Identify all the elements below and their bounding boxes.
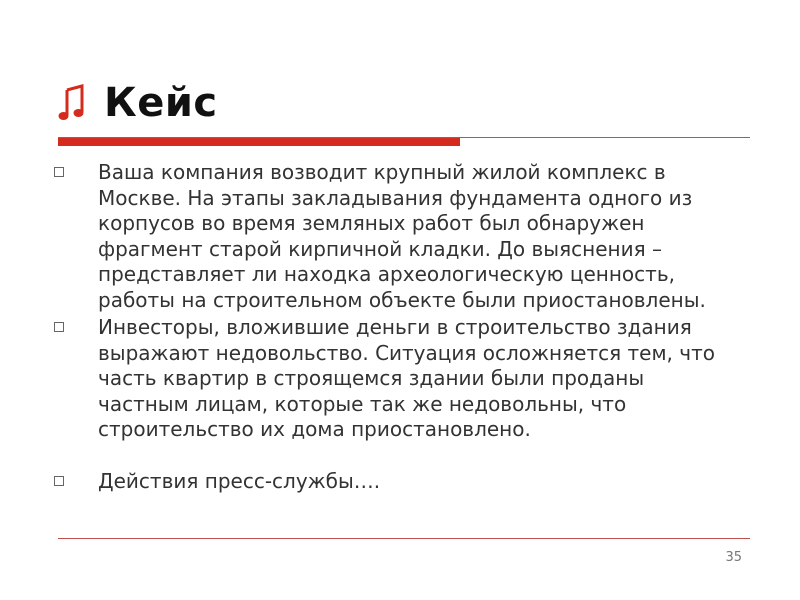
square-bullet-icon xyxy=(54,322,64,332)
bullet-text: Инвесторы, вложившие деньги в строительство здания выражают недовольство. Ситуация осложняется тем, что часть квартир в строящемся здании были проданы частным лицам, которые так же недовольны, что строительство их дома приостановлено. xyxy=(98,315,715,441)
bullet-list xyxy=(52,160,732,494)
page-number: 35 xyxy=(725,550,742,565)
bullet-item xyxy=(52,160,732,313)
bullet-text: Действия пресс-службы…. xyxy=(98,468,381,493)
bullet-item xyxy=(52,469,732,495)
square-bullet-icon xyxy=(54,476,64,486)
slide-header xyxy=(58,78,218,128)
bullet-text: Ваша компания возводит крупный жилой комплекс в Москве. На этапы закладывания фундамента одного из корпусов во время земляных работ был обнаружен фрагмент старой кирпичной кладки. До выяснения – представляет ли находка археологическую ценность, работы на строительном объекте были приостановлены. xyxy=(98,160,706,312)
footer-divider-line xyxy=(58,538,750,539)
square-bullet-icon xyxy=(54,167,64,177)
title-accent-bar xyxy=(58,138,460,146)
music-note-icon xyxy=(58,84,86,122)
bullet-item xyxy=(52,315,732,443)
slide-title: Кейс xyxy=(104,80,218,126)
